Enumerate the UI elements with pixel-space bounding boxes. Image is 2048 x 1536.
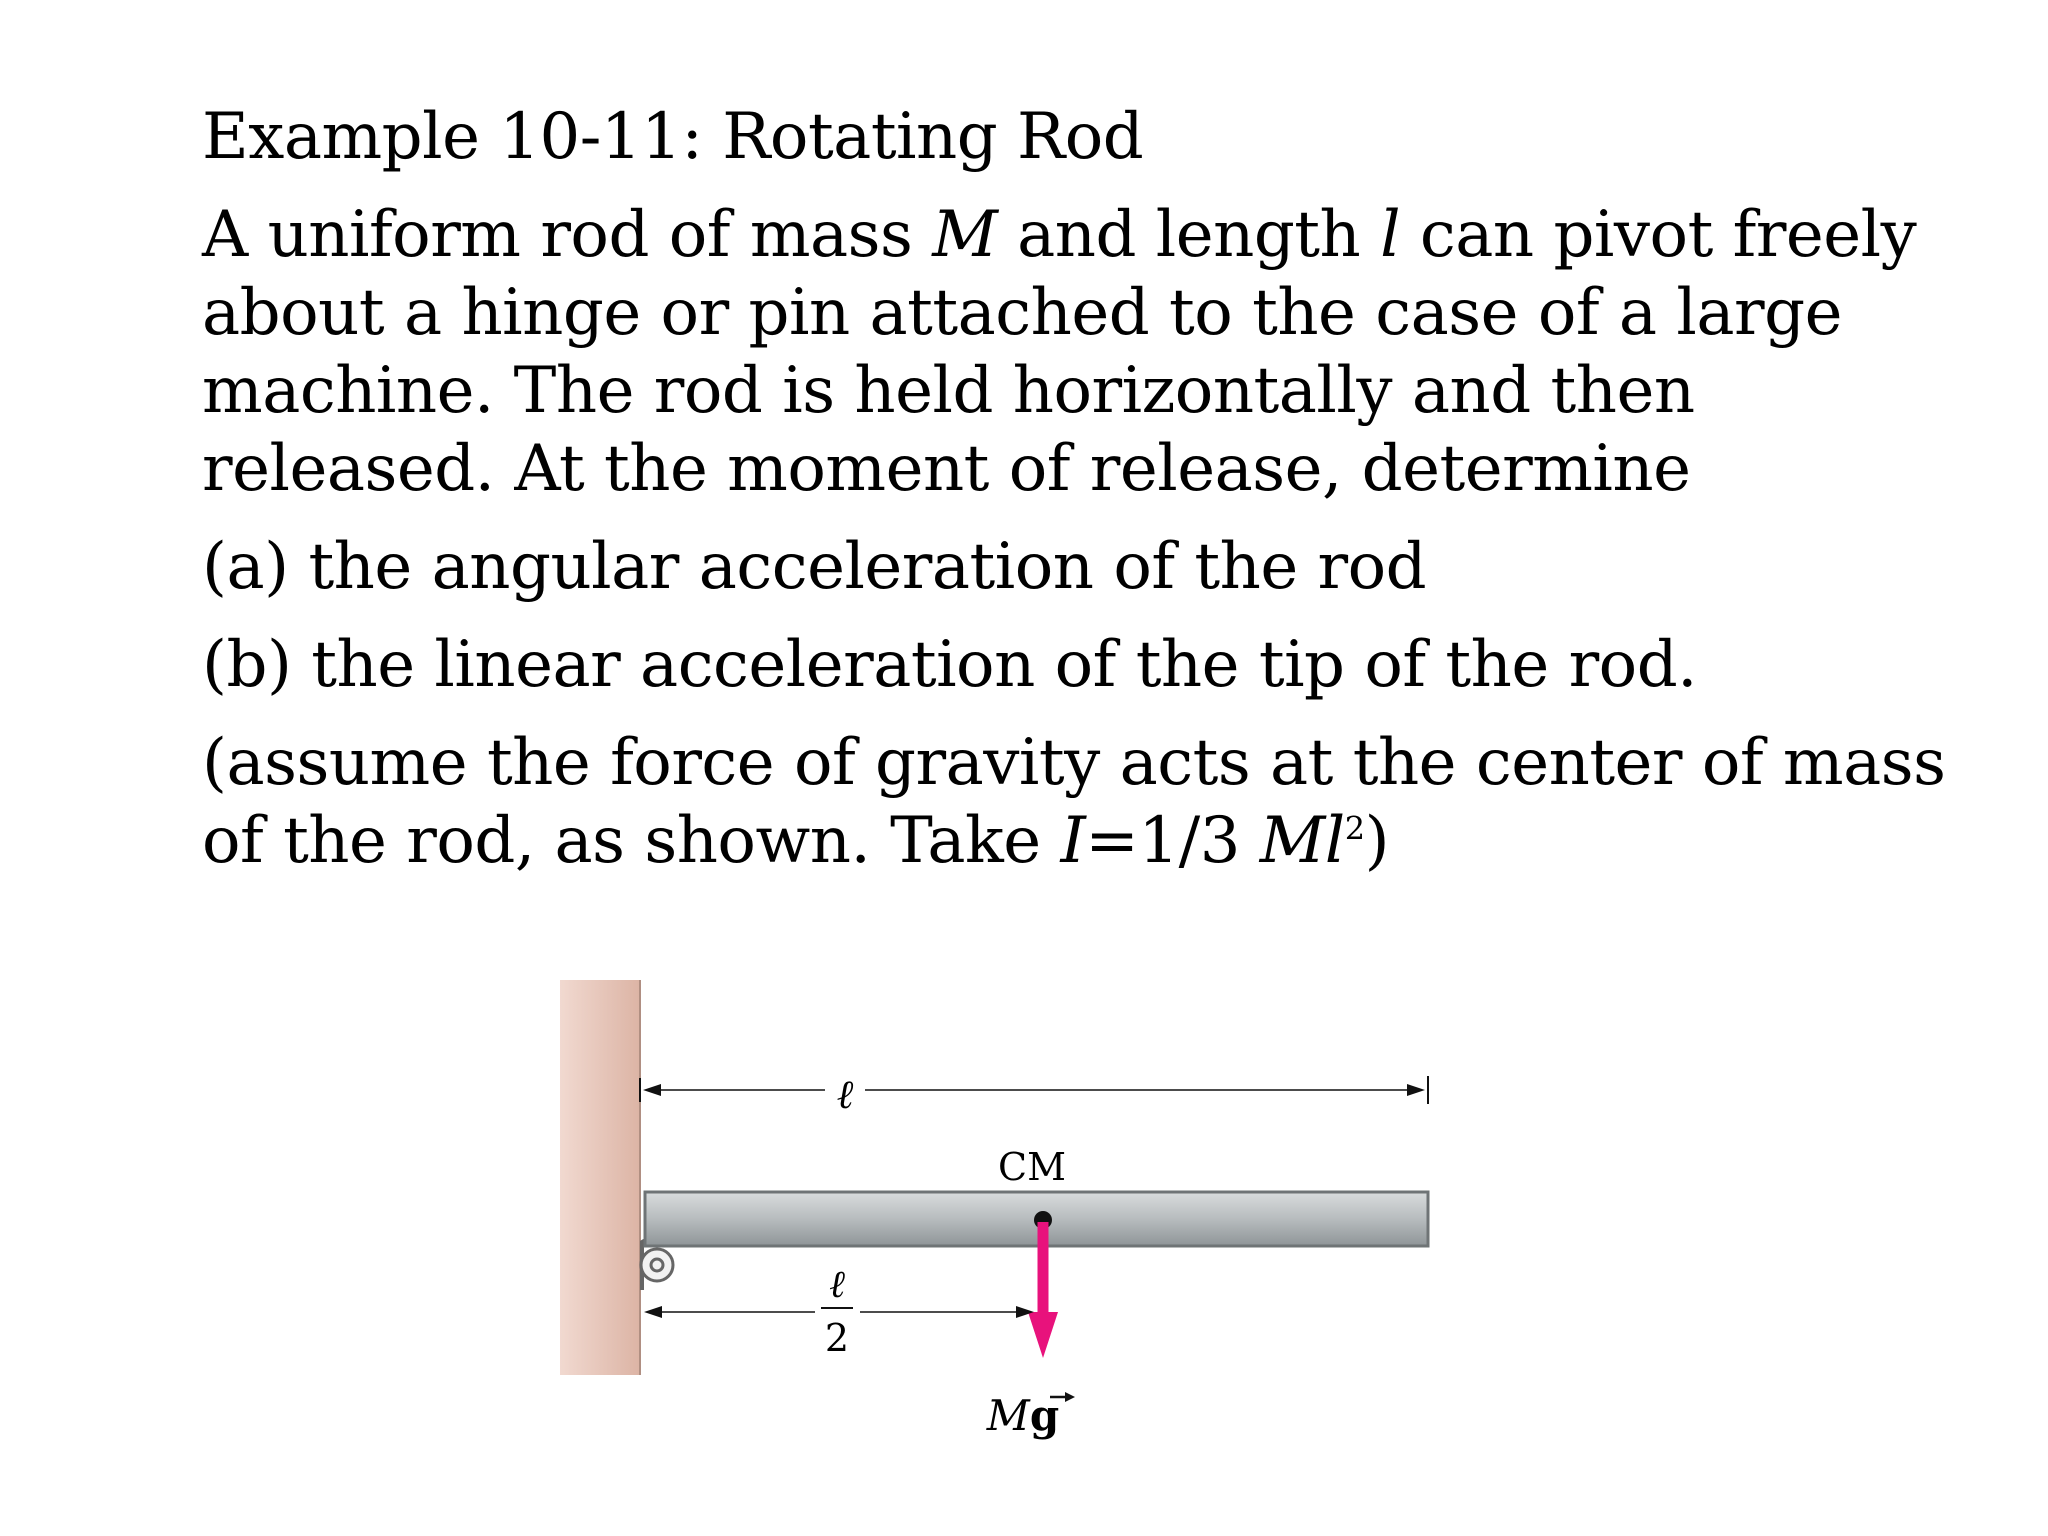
hinge-pin-inner xyxy=(651,1259,663,1271)
problem-statement xyxy=(202,196,1962,508)
inertia-fraction: =1/3 xyxy=(1085,804,1240,878)
slide-title: Example 10-11: Rotating Rod xyxy=(202,100,1144,174)
rod-diagram xyxy=(540,980,1460,1480)
length-dim-arrow-left xyxy=(643,1084,661,1096)
half-length-numerator: ℓ xyxy=(829,1262,845,1306)
problem-text-3: can pivot freely about a hinge or pin attached to the case of a large machine. The rod is held horizontally and then released. At the moment of release, determine xyxy=(202,198,1917,506)
note-text-2: ) xyxy=(1364,804,1390,878)
text-content xyxy=(202,98,1962,900)
inertia-symbol: I xyxy=(1060,804,1086,878)
inertia-ml: Ml xyxy=(1259,804,1345,878)
force-g-symbol: g xyxy=(1029,1391,1060,1440)
half-dim-arrow-left xyxy=(644,1306,662,1318)
half-length-denominator: 2 xyxy=(824,1316,850,1360)
problem-text-2: and length xyxy=(1017,198,1361,272)
length-label: ℓ xyxy=(836,1072,854,1118)
note-text-1: (assume the force of gravity acts at the center of mass of the rod, as shown. Take xyxy=(202,726,1946,878)
length-variable: l xyxy=(1380,198,1401,272)
inertia-exponent: 2 xyxy=(1344,809,1365,848)
question-b: (b) the linear acceleration of the tip of the rod. xyxy=(202,628,1697,702)
wall xyxy=(560,980,640,1375)
length-dim-arrow-right xyxy=(1407,1084,1425,1096)
gravity-arrow-head xyxy=(1028,1312,1058,1358)
cm-label: CM xyxy=(998,1145,1066,1189)
mass-variable: M xyxy=(932,198,998,272)
problem-text-1: A uniform rod of mass xyxy=(202,198,913,272)
gravity-force-label xyxy=(986,1391,1059,1440)
question-a: (a) the angular acceleration of the rod xyxy=(202,530,1427,604)
force-mass-symbol: M xyxy=(986,1391,1030,1440)
vector-arrow-tip xyxy=(1065,1392,1075,1402)
assumption-note xyxy=(202,724,1962,880)
